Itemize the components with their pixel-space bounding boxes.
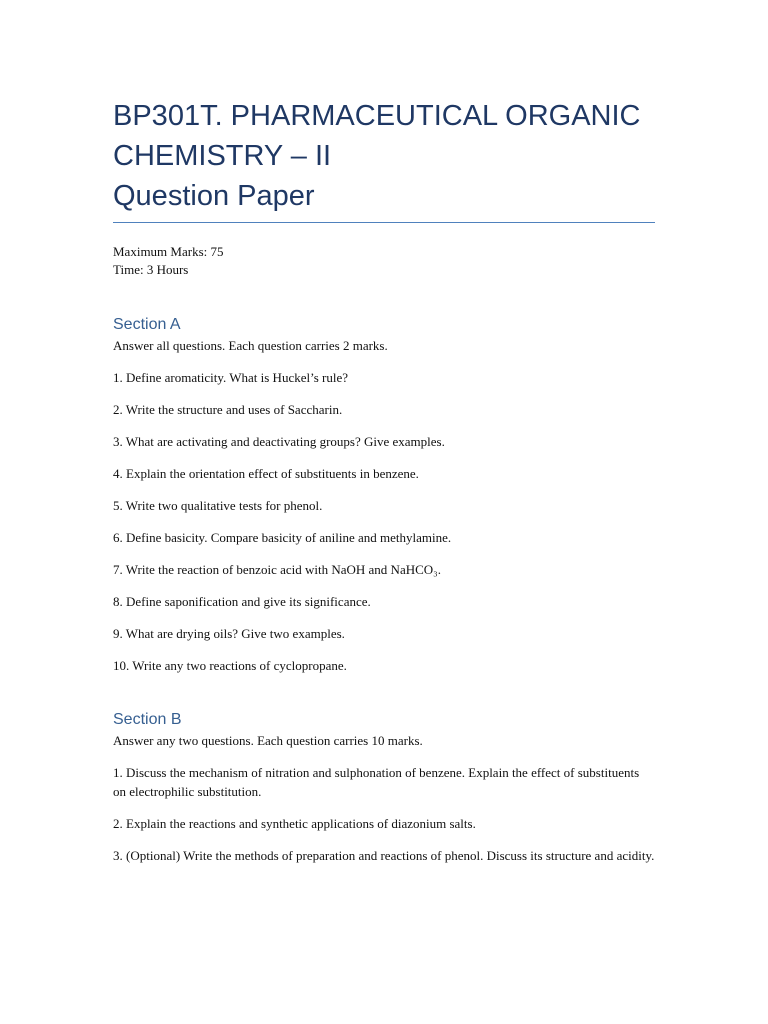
question-item: 7. Write the reaction of benzoic acid with NaOH and NaHCO₃.	[113, 562, 441, 577]
document-page	[113, 96, 655, 865]
question-item: 8. Define saponification and give its significance.	[113, 594, 371, 609]
title-divider	[113, 222, 655, 223]
question-item: 1. Define aromaticity. What is Huckel’s rule?	[113, 370, 349, 385]
question-item: 2. Explain the reactions and synthetic applications of diazonium salts.	[113, 816, 476, 831]
question-item: 10. Write any two reactions of cyclopropane.	[113, 658, 347, 673]
section-b-instruction: Answer any two questions. Each question carries 10 marks.	[113, 733, 423, 748]
question-item: 9. What are drying oils? Give two examples.	[113, 626, 345, 641]
question-item: 3. What are activating and deactivating groups? Give examples.	[113, 434, 445, 449]
exam-meta	[113, 243, 655, 279]
section-a-questions	[113, 368, 655, 675]
section-b-questions	[113, 763, 655, 865]
title-line: Question Paper	[113, 180, 315, 212]
section-a-instruction: Answer all questions. Each question carries 2 marks.	[113, 338, 388, 353]
question-item: 5. Write two qualitative tests for phenol.	[113, 498, 323, 513]
question-item: 1. Discuss the mechanism of nitration and sulphonation of benzene. Explain the effect of substituents on electrophilic substitution.	[113, 765, 640, 799]
question-item: 4. Explain the orientation effect of substituents in benzene.	[113, 466, 419, 481]
question-item: 3. (Optional) Write the methods of preparation and reactions of phenol. Discuss its structure and acidity.	[113, 848, 655, 863]
section-b	[113, 709, 655, 865]
max-marks: Maximum Marks: 75	[113, 244, 224, 259]
exam-time: Time: 3 Hours	[113, 262, 189, 277]
question-item: 2. Write the structure and uses of Saccharin.	[113, 402, 343, 417]
question-item: 6. Define basicity. Compare basicity of aniline and methylamine.	[113, 530, 452, 545]
section-a	[113, 314, 655, 675]
title-line: CHEMISTRY – II	[113, 140, 332, 172]
title-line: BP301T. PHARMACEUTICAL ORGANIC	[113, 100, 641, 132]
page-title	[113, 96, 655, 216]
section-b-heading: Section B	[113, 711, 182, 728]
section-a-heading: Section A	[113, 316, 181, 333]
